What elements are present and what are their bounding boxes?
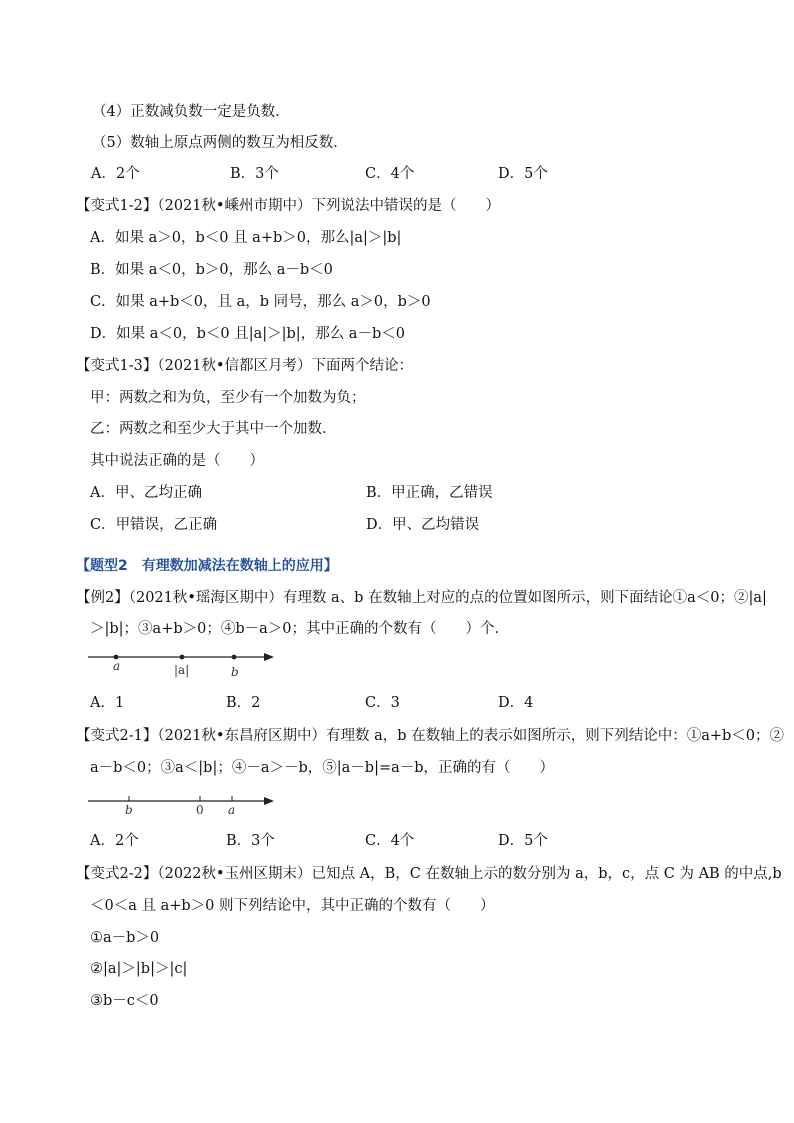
choice-d: D．5个 bbox=[498, 833, 548, 849]
example-2-cont: ＞|b|；③a+b＞0；④b－a＞0；其中正确的个数有（ ）个． bbox=[90, 621, 510, 637]
choice-b: B．3个 bbox=[226, 833, 275, 849]
question-variant-1-2: 【变式1-2】（2021秋•嵊州市期中）下列说法中错误的是（ ） bbox=[76, 198, 501, 214]
number-line-figure-1 bbox=[88, 646, 274, 680]
axis-arrow bbox=[264, 797, 274, 805]
question-variant-2-1-cont: a－b＜0；③a＜|b|；④－a＞－b，⑤|a－b|=a－b，正确的有（ ） bbox=[90, 760, 555, 776]
choice-b: B．2 bbox=[226, 695, 261, 711]
label-abs-a: |a| bbox=[174, 663, 190, 677]
conclusion-1: ①a－b＞0 bbox=[90, 930, 160, 946]
option-a: A．如果 a＞0，b＜0 且 a+b＞0，那么|a|＞|b| bbox=[90, 230, 402, 246]
choice-b: B．甲正确，乙错误 bbox=[366, 485, 493, 501]
choice-a: A．1 bbox=[90, 695, 125, 711]
choice-c: C．4个 bbox=[365, 833, 415, 849]
choice-a: A．2个 bbox=[90, 833, 139, 849]
option-c: C．如果 a+b＜0，且 a，b 同号，那么 a＞0，b＞0 bbox=[90, 294, 431, 310]
example-2: 【例2】（2021秋•瑶海区期中）有理数 a、b 在数轴上对应的点的位置如图所示，则下面结论①a＜0；②|a| bbox=[76, 590, 767, 606]
question-variant-1-3: 【变式1-3】（2021秋•信都区月考）下面两个结论： bbox=[76, 358, 414, 374]
label-a: a bbox=[228, 803, 236, 817]
choice-a: A．甲、乙均正确 bbox=[90, 485, 202, 501]
axis-arrow bbox=[264, 653, 274, 661]
question-prompt: 其中说法正确的是（ ） bbox=[90, 453, 264, 469]
choice-a: A．2个 bbox=[91, 166, 140, 182]
label-zero: 0 bbox=[196, 803, 204, 817]
conclusion-3: ③b－c＜0 bbox=[90, 993, 159, 1009]
choice-d: D．4 bbox=[498, 695, 534, 711]
statement-yi: 乙：两数之和至少大于其中一个加数． bbox=[90, 421, 337, 437]
choice-b: B．3个 bbox=[230, 166, 279, 182]
choice-c: C．3 bbox=[365, 695, 400, 711]
choice-c: C．4个 bbox=[365, 166, 415, 182]
section-heading: 【题型2 有理数加减法在数轴上的应用】 bbox=[76, 558, 338, 574]
question-variant-2-2: 【变式2-2】（2022秋•玉州区期末）已知点 A，B，C 在数轴上示的数分别为 a，b，c，点 C 为 AB 的中点,b bbox=[76, 866, 782, 882]
statement-5: （5）数轴上原点两侧的数互为相反数． bbox=[92, 135, 348, 151]
question-variant-2-1: 【变式2-1】（2021秋•东昌府区期中）有理数 a，b 在数轴上的表示如图所示，则下列结论中：①a+b＜0；② bbox=[76, 728, 784, 744]
choice-d: D．甲、乙均错误 bbox=[366, 517, 480, 533]
number-line-figure-2 bbox=[88, 792, 274, 826]
option-b: B．如果 a＜0，b＞0，那么 a－b＜0 bbox=[90, 262, 333, 278]
label-b: b bbox=[125, 803, 133, 817]
question-variant-2-2-cont: ＜0＜a 且 a+b＞0 则下列结论中，其中正确的个数有（ ） bbox=[90, 898, 495, 914]
conclusion-2: ②|a|＞|b|＞|c| bbox=[90, 961, 188, 977]
point-b bbox=[232, 655, 237, 660]
label-a: a bbox=[113, 659, 121, 673]
point-abs-a bbox=[180, 655, 185, 660]
statement-4: （4）正数减负数一定是负数． bbox=[92, 104, 290, 120]
label-b: b bbox=[231, 665, 239, 679]
statement-jia: 甲：两数之和为负，至少有一个加数为负； bbox=[90, 390, 366, 406]
choice-c: C．甲错误，乙正确 bbox=[90, 517, 218, 533]
choice-d: D．5个 bbox=[498, 166, 548, 182]
option-d: D．如果 a＜0，b＜0 且|a|＞|b|，那么 a－b＜0 bbox=[90, 326, 405, 342]
